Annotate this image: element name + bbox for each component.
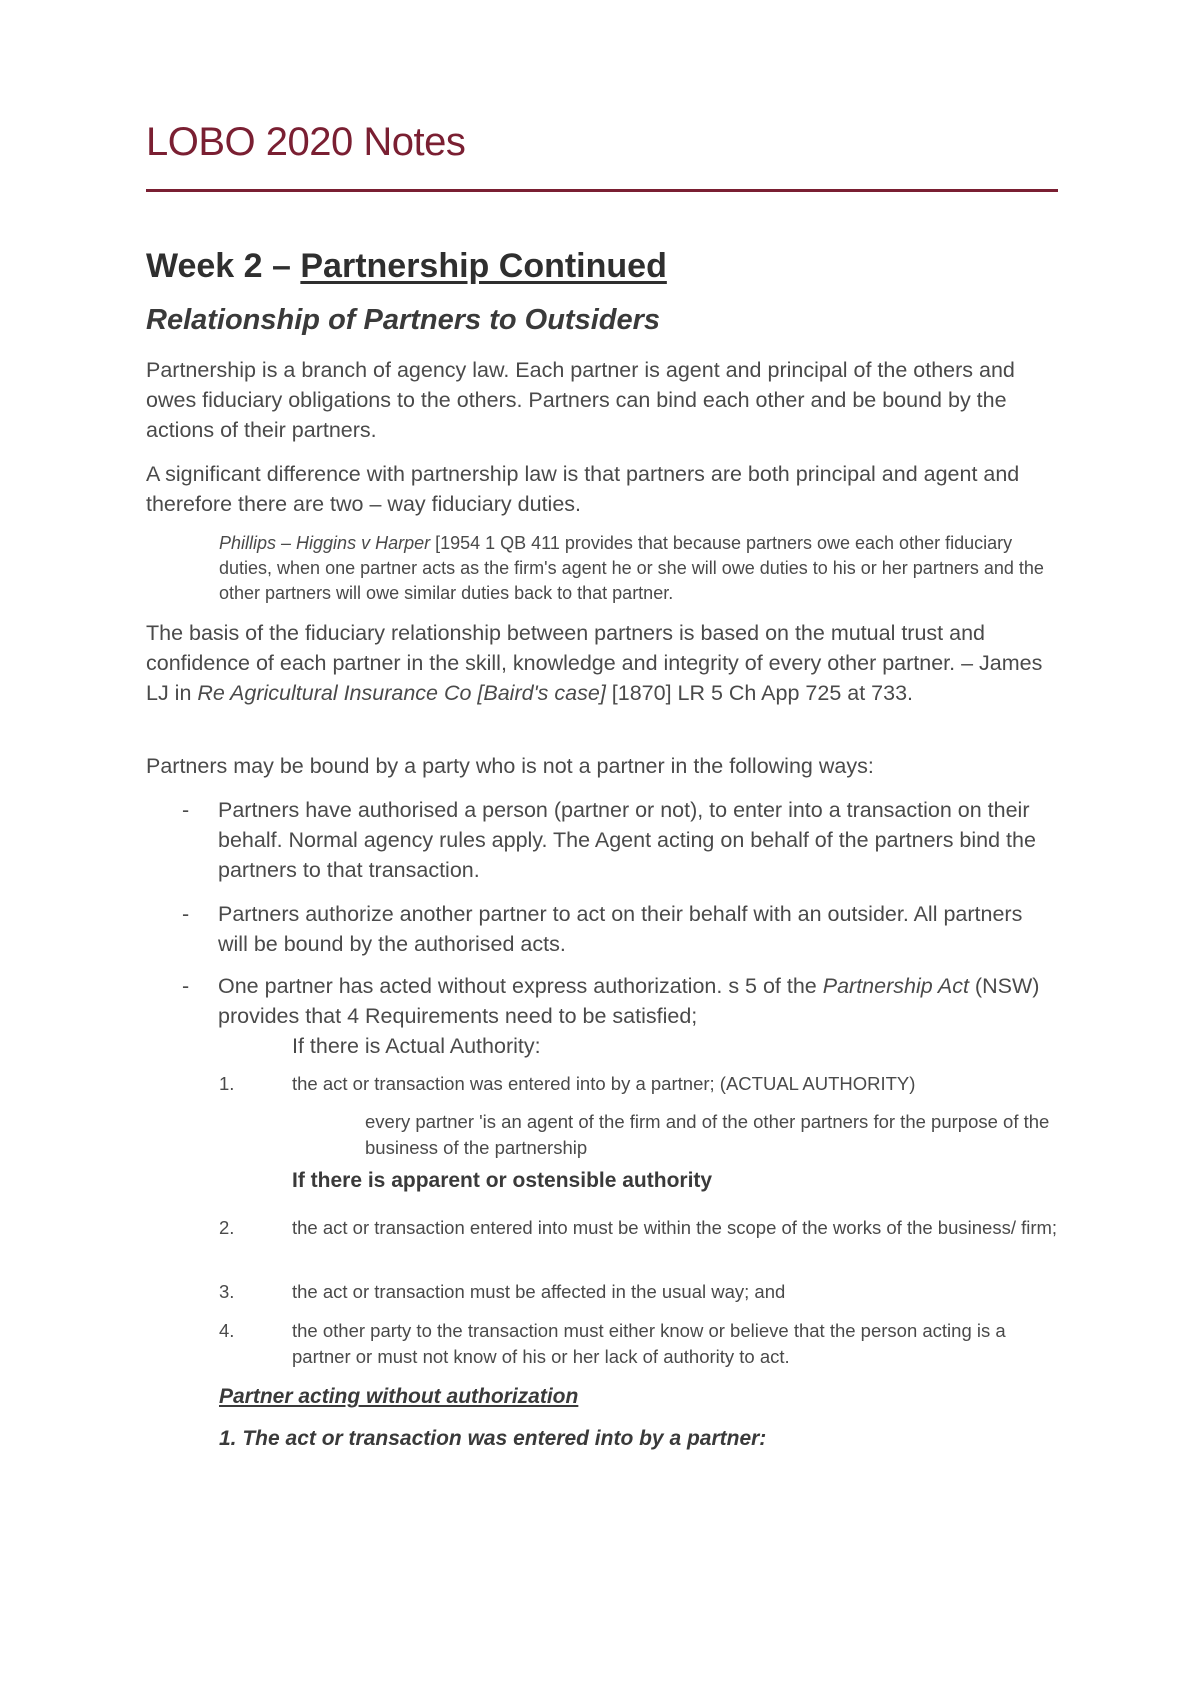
bullet-text: Partners have authorised a person (partner or not), to enter into a transaction on their behalf. Normal agency rules apply. The Agent acting on behalf of the partners bind the partners to that transaction. [218,798,1036,882]
para3-case-name: Re Agricultural Insurance Co [Baird's case] [197,681,606,705]
week-heading-topic: Partnership Continued [300,247,667,285]
bullet3-end: (NSW) provides that 4 Requirements need to be satisfied; [218,974,1040,1028]
requirement-number: 1. [219,1073,235,1094]
section-heading: Relationship of Partners to Outsiders [146,304,661,336]
sub-heading: Partner acting without authorization [219,1385,579,1408]
apparent-authority-heading: If there is apparent or ostensible authority [292,1169,713,1192]
para3-text: The basis of the fiduciary relationship between partners is based on the mutual trust and confidence of each partner in the skill, knowledge and integrity of every other partner. – James LJ in [146,621,1043,705]
case-name: Phillips – Higgins v Harper [219,533,431,553]
bullet-dash: - [182,974,190,998]
bullet-dash: - [182,902,190,926]
para3-citation: [1870] LR 5 Ch App 725 at 733. [605,681,914,705]
bullet-text: Partners authorize another partner to act on their behalf with an outsider. All partners will be bound by the authorised acts. [218,902,1023,956]
paragraph-fiduciary-basis [146,618,1058,708]
requirement-number: 3. [219,1281,235,1302]
paragraph-two-way-duties: A significant difference with partnership law is that partners are both principal and agent and therefore there are two – way fiduciary duties. [146,462,1020,516]
requirement-text: the act or transaction must be affected in the usual way; and [292,1281,786,1302]
actual-authority-label: If there is Actual Authority: [292,1034,541,1058]
requirement-text: the other party to the transaction must either know or believe that the person acting is a partner or must not know of his or her lack of authority to act. [292,1320,1006,1367]
paragraph-bound-ways: Partners may be bound by a party who is not a partner in the following ways: [146,754,874,778]
title-divider [146,189,1058,192]
bullet3-start: One partner has acted without express authorization. s 5 of the [218,974,823,998]
bullet-text [218,971,1058,1031]
week-heading-prefix: Week 2 – [146,247,301,285]
sub-point: 1. The act or transaction was entered into by a partner: [219,1427,767,1450]
requirement-text: the act or transaction entered into must be within the scope of the works of the business/ firm; [292,1217,1058,1238]
document-title: LOBO 2020 Notes [146,120,466,164]
bullet-dash: - [182,798,190,822]
case-quote [219,531,1059,606]
requirement-number: 2. [219,1217,235,1238]
requirement-number: 4. [219,1320,235,1341]
act-name: Partnership Act [822,974,969,998]
requirement-text: the act or transaction was entered into by a partner; (ACTUAL AUTHORITY) [292,1073,916,1094]
paragraph-agency-law: Partnership is a branch of agency law. Each partner is agent and principal of the others and owes fiduciary obligations to the others. Partners can bind each other and be bound by the actions of their partners. [146,358,1015,442]
case-quote-text: [1954 1 QB 411 provides that because partners owe each other fiduciary duties, when one partner acts as the firm's agent he or she will owe duties to his or her partners and the other partners will owe similar duties back to that partner. [219,533,1044,603]
week-heading [146,245,667,287]
requirement-quote: every partner 'is an agent of the firm and of the other partners for the purpose of the business of the partnership [365,1111,1050,1158]
